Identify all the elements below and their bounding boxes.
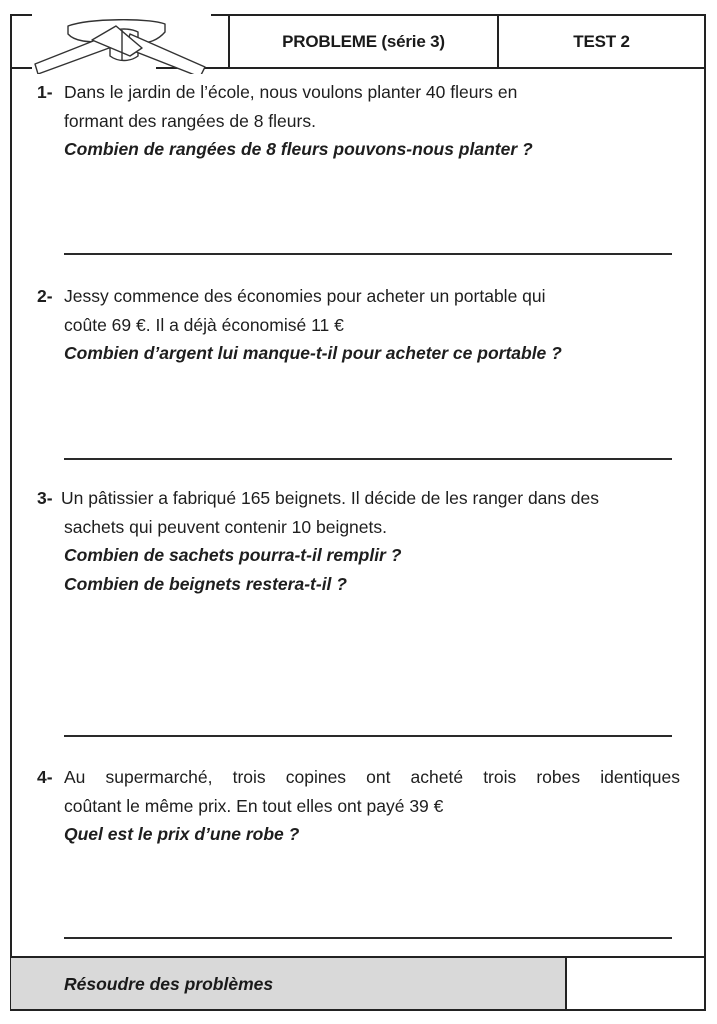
question-1 [37, 78, 683, 164]
worksheet-title [230, 15, 497, 68]
answer-line-3[interactable] [64, 735, 672, 737]
test-label [499, 15, 704, 68]
answer-line-2[interactable] [64, 458, 672, 460]
question-statement-line: Dans le jardin de l’école, nous voulons planter 40 fleurs en [64, 82, 518, 102]
question-number: 2- [37, 286, 53, 306]
question-prompt: Combien d’argent lui manque-t-il pour acheter ce portable ? [64, 343, 562, 363]
question-prompt: Combien de sachets pourra-t-il remplir ? [64, 545, 402, 565]
question-3 [37, 484, 697, 598]
test-label-text: TEST 2 [573, 31, 630, 51]
frame-right-border-overlay [704, 956, 706, 1011]
answer-line-4[interactable] [64, 937, 672, 939]
score-box[interactable] [567, 958, 705, 1010]
header-top-border-left [10, 14, 32, 16]
question-statement-line: formant des rangées de 8 fleurs. [64, 110, 316, 131]
skill-label: Résoudre des problèmes [64, 974, 274, 994]
worksheet-title-text: PROBLEME (série 3) [282, 31, 445, 51]
karate-belt-icon [30, 12, 212, 74]
frame-left-border [10, 14, 12, 1011]
question-4 [37, 763, 680, 849]
question-statement-line: Un pâtissier a fabriqué 165 beignets. Il décide de les ranger dans des [61, 488, 599, 508]
frame-bottom-border-overlay [10, 1009, 706, 1011]
answer-line-1[interactable] [64, 253, 672, 255]
question-statement-line: coûte 69 €. Il a déjà économisé 11 € [64, 314, 344, 335]
question-prompt: Quel est le prix d’une robe ? [64, 824, 300, 844]
question-statement-line: Jessy commence des économies pour acheter un portable qui [64, 286, 546, 306]
question-number: 3- [37, 488, 53, 508]
frame-right-border [704, 14, 706, 1011]
question-prompt: Combien de beignets restera-t-il ? [64, 573, 347, 594]
question-statement-line: Au supermarché, trois copines ont acheté trois robes identiques [64, 767, 680, 787]
question-statement-line: sachets qui peuvent contenir 10 beignets. [64, 516, 387, 537]
question-statement-line: coûtant le même prix. En tout elles ont payé 39 € [64, 795, 444, 816]
question-number: 1- [37, 82, 53, 102]
question-number: 4- [37, 767, 53, 787]
header-bottom-border-left [10, 67, 32, 69]
question-prompt: Combien de rangées de 8 fleurs pouvons-nous planter ? [64, 139, 533, 159]
question-2 [37, 282, 683, 368]
